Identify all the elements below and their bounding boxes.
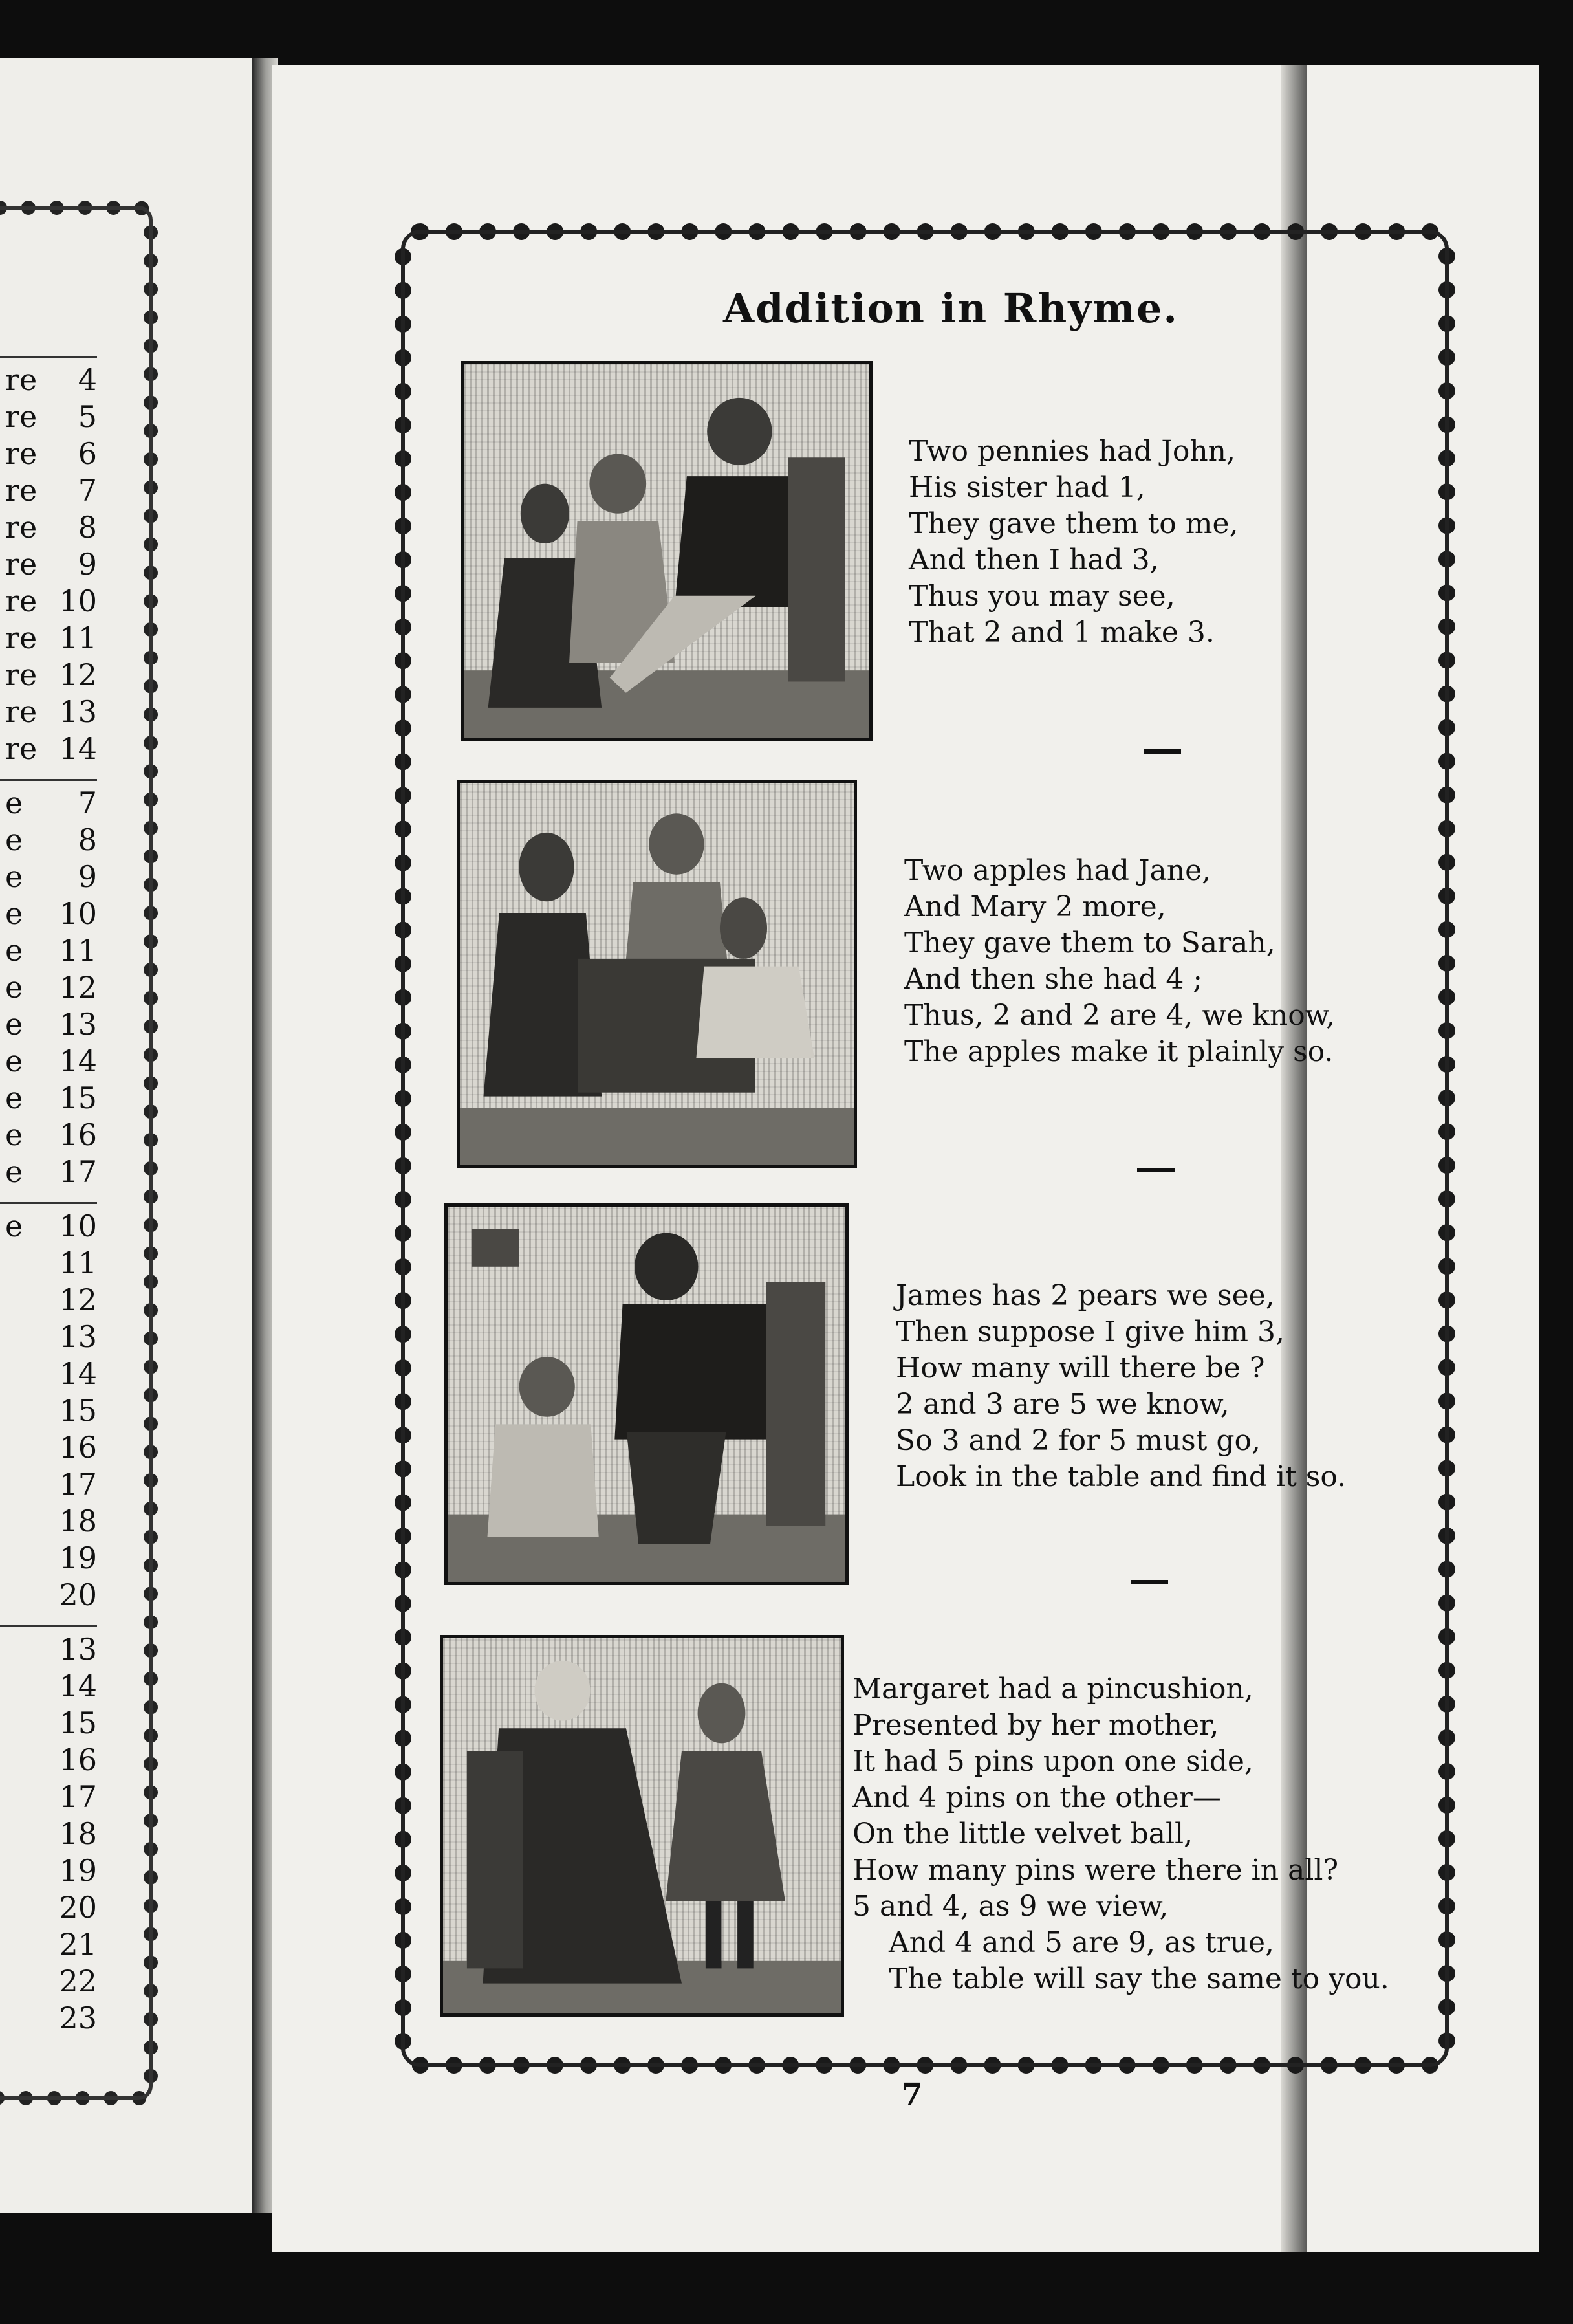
left-table-row (0, 1705, 97, 1742)
left-table-sum: 7 (78, 785, 97, 820)
left-table-sum: 12 (59, 970, 97, 1005)
left-table-fragment (0, 1466, 5, 1503)
left-table-row (0, 822, 97, 859)
woodcut-illustration-john (461, 361, 873, 741)
left-table-sum: 20 (59, 1577, 97, 1612)
left-table-sum: 20 (59, 1890, 97, 1925)
left-table-row (0, 2000, 97, 2037)
left-table-fragment (0, 1392, 5, 1429)
left-table-row (0, 1742, 97, 1779)
separator-dash (1131, 1580, 1168, 1584)
left-table-sum: 11 (59, 933, 97, 968)
left-table-row (0, 1117, 97, 1154)
left-table-row (0, 1006, 97, 1043)
left-table-sum: 15 (59, 1080, 97, 1115)
left-table-fragment: e (5, 1209, 23, 1244)
left-table-fragment (0, 1668, 5, 1705)
separator-dash (1137, 1168, 1175, 1172)
left-table-row (0, 1815, 97, 1852)
left-table-row (0, 1852, 97, 1889)
left-table-fragment (0, 1852, 5, 1889)
page-number: 7 (901, 2077, 923, 2113)
left-table-sum: 21 (59, 1927, 97, 1962)
left-table-row (0, 785, 97, 822)
left-table-row (0, 1466, 97, 1503)
left-table-fragment (0, 1926, 5, 1963)
left-table-sum: 13 (59, 1007, 97, 1042)
left-table-sum: 14 (59, 731, 97, 766)
left-table-fragment: re (5, 473, 38, 508)
left-table-fragment: e (5, 970, 23, 1005)
left-table-fragment: re (5, 584, 38, 619)
left-page (0, 58, 259, 2213)
left-table-sum: 13 (59, 1632, 97, 1667)
left-table-sum: 16 (59, 1117, 97, 1152)
left-table-fragment (0, 1503, 5, 1540)
left-table-row (0, 932, 97, 969)
left-table-fragment: re (5, 436, 38, 471)
left-table-row (0, 1245, 97, 1282)
verse-john: Two pennies had John, His sister had 1, They gave them to me, And then I had 3, Thus you may see, That 2 and 1 make 3. (909, 435, 1239, 649)
left-table-sum: 19 (59, 1853, 97, 1888)
left-table-row (0, 1779, 97, 1815)
left-table-fragment (0, 1779, 5, 1815)
left-table-fragment (0, 1282, 5, 1319)
left-table-fragment (0, 1540, 5, 1577)
left-table-sum: 18 (59, 1816, 97, 1851)
left-table-sum: 9 (78, 547, 97, 582)
left-table-sum: 18 (59, 1504, 97, 1539)
left-table-fragment: e (5, 785, 23, 820)
left-table-fragment: re (5, 399, 38, 434)
left-table-fragment: re (5, 620, 38, 655)
woodcut-illustration-jane (457, 780, 857, 1168)
verse-jane: Two apples had Jane, And Mary 2 more, They gave them to Sarah, And then she had 4 ; Thus, 2 and 2 are 4, we know, The apples make it plainly so. (904, 854, 1336, 1068)
left-table-row (0, 1889, 97, 1926)
left-table-fragment: re (5, 510, 38, 545)
left-table-fragment (0, 1815, 5, 1852)
left-table-sum: 11 (59, 1245, 97, 1280)
left-table-fragment (0, 1245, 5, 1282)
left-table-fragment (0, 1889, 5, 1926)
left-table-row (0, 1319, 97, 1355)
left-table-sum: 22 (59, 1964, 97, 1999)
left-table-row (0, 1540, 97, 1577)
left-table-row (0, 1926, 97, 1963)
left-table-sum: 17 (59, 1467, 97, 1502)
left-table-sum: 7 (78, 473, 97, 508)
left-table-row (0, 1577, 97, 1614)
left-table-sum: 4 (78, 362, 97, 397)
left-table-group (0, 356, 97, 767)
left-table-fragment (0, 1429, 5, 1466)
left-table-row (0, 399, 97, 435)
woodcut-illustration-margaret (440, 1635, 844, 2017)
left-table-fragment: e (5, 1080, 23, 1115)
left-table-sum: 13 (59, 694, 97, 729)
left-table-sum: 12 (59, 657, 97, 692)
left-table-sum: 23 (59, 2001, 97, 2035)
left-table-row (0, 895, 97, 932)
left-table-fragment: re (5, 657, 38, 692)
left-table-row (0, 694, 97, 730)
left-table-row (0, 1208, 97, 1245)
left-table-sum: 15 (59, 1705, 97, 1740)
left-table-row (0, 1429, 97, 1466)
left-table-row (0, 509, 97, 546)
left-table-fragment (0, 1705, 5, 1742)
left-table-row (0, 1282, 97, 1319)
left-table-sum: 19 (59, 1540, 97, 1575)
left-table-sum: 15 (59, 1393, 97, 1428)
left-table-row (0, 546, 97, 583)
left-table-fragment: e (5, 1154, 23, 1189)
left-table-fragment: e (5, 1044, 23, 1079)
left-table-sum: 14 (59, 1044, 97, 1079)
left-table-fragment: e (5, 822, 23, 857)
woodcut-illustration-james (444, 1203, 849, 1585)
left-table-fragment: re (5, 694, 38, 729)
left-table-sum: 16 (59, 1742, 97, 1777)
left-table-sum: 10 (59, 1209, 97, 1244)
left-table-row (0, 730, 97, 767)
left-table-row (0, 1668, 97, 1705)
left-table-row (0, 583, 97, 620)
left-table-fragment: e (5, 1007, 23, 1042)
left-table-row (0, 657, 97, 694)
left-table-sum: 17 (59, 1154, 97, 1189)
left-table-sum: 11 (59, 620, 97, 655)
left-table-group (0, 779, 97, 1190)
left-table-group (0, 1202, 97, 1614)
left-table-row (0, 435, 97, 472)
left-table-row (0, 472, 97, 509)
left-table-sum: 14 (59, 1356, 97, 1391)
left-table-sum: 10 (59, 896, 97, 931)
left-table-sum: 8 (78, 510, 97, 545)
left-table-row (0, 1503, 97, 1540)
left-table-row (0, 1154, 97, 1190)
left-table-sum: 5 (78, 399, 97, 434)
left-table-row (0, 859, 97, 895)
left-table-fragment (0, 1742, 5, 1779)
left-table-fragment (0, 2000, 5, 2037)
left-table-fragment: re (5, 731, 38, 766)
left-table-fragment (0, 1963, 5, 2000)
left-addition-table (0, 356, 97, 2048)
left-table-fragment: e (5, 933, 23, 968)
left-table-sum: 9 (78, 859, 97, 894)
left-table-sum: 14 (59, 1669, 97, 1704)
page-title: Addition in Rhyme. (722, 285, 1179, 332)
left-table-sum: 8 (78, 822, 97, 857)
left-table-sum: 16 (59, 1430, 97, 1465)
left-table-fragment (0, 1631, 5, 1668)
left-table-group (0, 1625, 97, 2037)
left-table-sum: 13 (59, 1319, 97, 1354)
left-table-fragment (0, 1319, 5, 1355)
left-table-fragment (0, 1355, 5, 1392)
left-table-fragment: re (5, 362, 38, 397)
left-table-row (0, 1392, 97, 1429)
left-table-fragment: e (5, 859, 23, 894)
left-table-row (0, 969, 97, 1006)
verse-margaret: Margaret had a pincushion, Presented by her mother, It had 5 pins upon one side, And 4 pins on the other— On the little velvet ball, How many pins were there in all? 5 and 4, as 9 we view, And 4 and 5 are 9, as true, The table will say the same to you. (852, 1672, 1389, 1995)
left-table-row (0, 1963, 97, 2000)
verse-james: James has 2 pears we see, Then suppose I give him 3, How many will there be ? 2 and 3 are 5 we know, So 3 and 2 for 5 must go, Look in the table and find it so. (896, 1279, 1347, 1493)
left-table-sum: 10 (59, 584, 97, 619)
left-table-row (0, 1355, 97, 1392)
left-table-fragment: re (5, 547, 38, 582)
left-table-sum: 17 (59, 1779, 97, 1814)
left-table-fragment: e (5, 896, 23, 931)
left-table-fragment: e (5, 1117, 23, 1152)
left-table-fragment (0, 1577, 5, 1614)
left-table-sum: 12 (59, 1282, 97, 1317)
left-table-row (0, 1043, 97, 1080)
separator-dash (1144, 749, 1181, 754)
left-table-row (0, 1631, 97, 1668)
left-table-row (0, 362, 97, 399)
left-table-row (0, 620, 97, 657)
left-table-sum: 6 (78, 436, 97, 471)
left-table-row (0, 1080, 97, 1117)
